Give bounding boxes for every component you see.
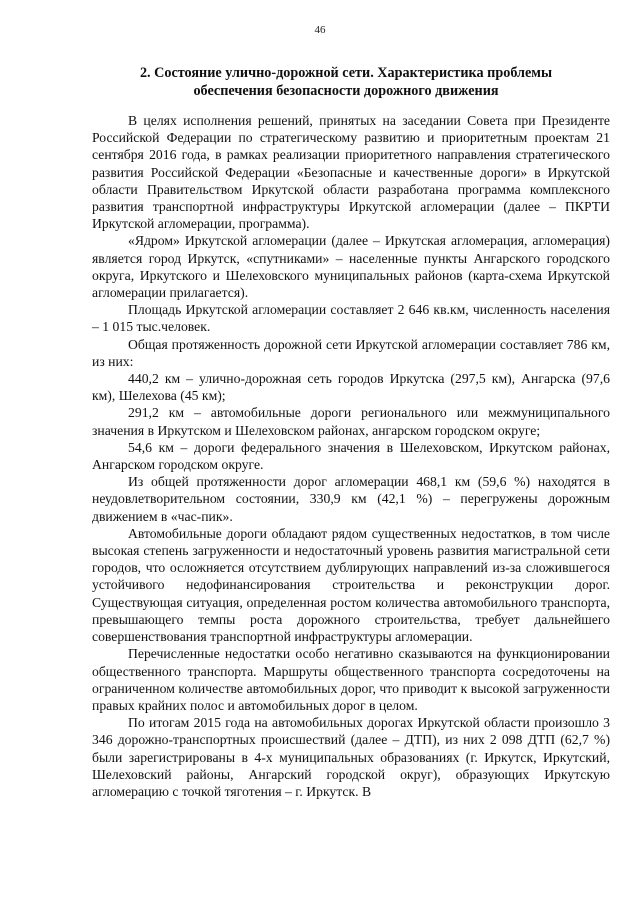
section-heading-line-1: 2. Состояние улично-дорожной сети. Характеристика проблемы [139,65,553,81]
section-heading-line-2: обеспечения безопасности дорожного движения [193,83,499,99]
paragraph: 291,2 км – автомобильные дороги регионального или межмуниципального значения в Иркутском и Шелеховском районах, ангарском городском округе; [92,405,610,438]
paragraph: Автомобильные дороги обладают рядом существенных недостатков, в том числе высокая степень загруженности и недостаточный уровень развития магистральной сети городов, что осложняется отсутствием дублирующих направлений из-за сложившегося устойчивого недофинансирования строительства и реконструкции дорог. Существующая ситуация, определенная ростом количества автомобильного транспорта, превышающего темпы роста дорожного строительства, требует дальнейшего совершенствования транспортной инфраструктуры агломерации. [92,525,610,645]
paragraph: Из общей протяженности дорог агломерации 468,1 км (59,6 %) находятся в неудовлетворительном состоянии, 330,9 км (42,1 %) – перегружены дорожным движением в «час-пик». [92,474,610,524]
paragraph: 54,6 км – дороги федерального значения в Шелеховском, Иркутском районах, Ангарском городском округе. [92,439,610,473]
page-number: 46 [314,24,326,36]
section-heading [96,64,596,100]
document-body [92,112,610,800]
paragraph: По итогам 2015 года на автомобильных дорогах Иркутской области произошло 3 346 дорожно-транспортных происшествий (далее – ДТП), из них 2 098 ДТП (62,7 %) были зарегистрированы в 4-х муниципальных образованиях (г. Иркутск, Иркутский, Шелеховский районы, Ангарский городской округ), образующих Иркутскую агломерацию с точкой тяготения – г. Иркутск. В [92,715,610,799]
paragraph: Площадь Иркутской агломерации составляет 2 646 кв.км, численность населения – 1 015 тыс.человек. [92,302,610,335]
paragraph: «Ядром» Иркутской агломерации (далее – Иркутская агломерация, агломерация) является город Иркутск, «спутниками» – населенные пункты Ангарского городского округа, Иркутского и Шелеховского муниципальных районов (карта-схема Иркутской агломерации прилагается). [92,233,610,301]
paragraph: В целях исполнения решений, принятых на заседании Совета при Президенте Российской Федерации по стратегическому развитию и приоритетным проектам 21 сентября 2016 года, в рамках реализации приоритетного направления стратегического развития Российской Федерации «Безопасные и качественные дороги» в Иркутской области Правительством Иркутской области разработана программа комплексного развития транспортной инфраструктуры Иркутской агломерации (далее – ПКРТИ Иркутской агломерации, программа). [92,113,610,232]
paragraph: Общая протяженность дорожной сети Иркутской агломерации составляет 786 км, из них: [92,336,610,369]
paragraph: 440,2 км – улично-дорожная сеть городов Иркутска (297,5 км), Ангарска (97,6 км), Шелехова (45 км); [92,371,610,404]
paragraph: Перечисленные недостатки особо негативно сказываются на функционировании общественного транспорта. Маршруты общественного транспорта сосредоточены на ограниченном количестве автомобильных дорог, что приводит к высокой загруженности правых крайних полос и автомобильных дорог в целом. [92,646,610,713]
